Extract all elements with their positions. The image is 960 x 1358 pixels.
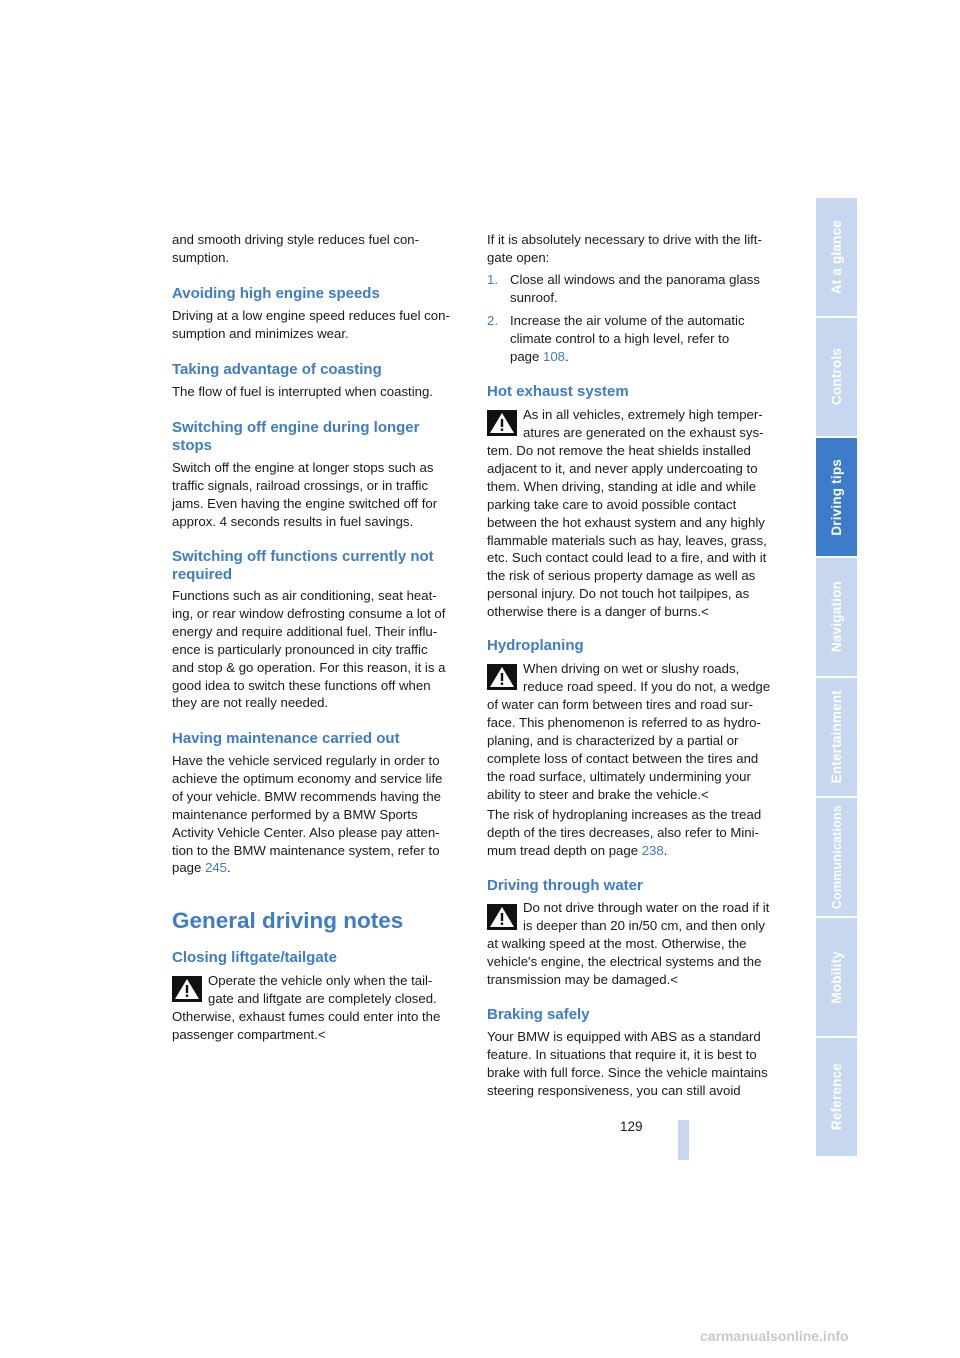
warning-triangle-icon: [172, 976, 202, 1002]
text-line: ability to steer and brake the vehicle.<: [487, 786, 709, 802]
text-line: Do not drive through water on the road if it: [523, 900, 770, 915]
intro-paragraph: [172, 231, 419, 267]
text-line: Increase the air volume of the automatic: [510, 313, 745, 328]
text-line: jams. Even having the engine switched off for: [172, 495, 438, 511]
text-line: maintenance performed by a BMW Sports: [172, 806, 418, 822]
section-heading: Hot exhaust system: [487, 383, 629, 400]
warning-triangle-icon: [487, 410, 517, 436]
section-body: [487, 442, 767, 621]
tab-at-a-glance[interactable]: [816, 198, 857, 316]
tab-label: Reference: [829, 1063, 844, 1131]
text-line: ence is particularly pronounced in city traffic: [172, 641, 428, 657]
text-line: passenger compartment.<: [172, 1026, 326, 1042]
section-body: [172, 383, 433, 401]
text-line: climate control to a high level, refer to: [510, 330, 730, 346]
text-line: otherwise there is a danger of burns.<: [487, 604, 709, 620]
section-heading: [172, 419, 420, 455]
tab-label: Navigation: [829, 581, 844, 653]
section-body: [172, 752, 442, 877]
text-span: .: [663, 842, 668, 858]
tab-label: Controls: [829, 348, 844, 406]
heading-line: stops: [172, 437, 213, 454]
text-line: gate and liftgate are completely closed.: [208, 990, 437, 1006]
text-line: The risk of hydroplaning increases as the tread: [487, 807, 762, 822]
section-heading: Driving through water: [487, 877, 643, 894]
text-line: at walking speed at the most. Otherwise, the: [487, 936, 747, 951]
text-line: between the hot exhaust system and any highly: [487, 514, 765, 530]
text-line: steering responsiveness, you can still avoid: [487, 1082, 741, 1098]
text-span: .: [565, 348, 569, 364]
page-link[interactable]: 245: [205, 860, 228, 876]
text-line: The flow of fuel is interrupted when coasting.: [172, 384, 433, 399]
text-line: traffic signals, railroad crossings, or in traffic: [172, 477, 429, 493]
text-line: vehicle's engine, the electrical systems and the: [487, 953, 762, 969]
text-line: is deeper than 20 in/50 cm, and then only: [523, 917, 765, 933]
text-line: [487, 842, 761, 860]
section-body: [487, 806, 761, 860]
text-line: and stop & go operation. For this reason, it is a: [172, 659, 446, 675]
text-line: the road surface, ultimately undermining your: [487, 768, 751, 784]
text-line: Operate the vehicle only when the tail-: [208, 973, 433, 988]
text-line: atures are generated on the exhaust sys-: [523, 424, 764, 440]
text-line: sumption and minimizes wear.: [172, 325, 349, 341]
text-line: As in all vehicles, extremely high temper-: [523, 407, 763, 422]
section-body: [487, 935, 761, 989]
main-heading: General driving notes: [172, 908, 404, 933]
tab-communications[interactable]: [816, 798, 857, 916]
heading-line: Switching off engine during longer: [172, 419, 420, 436]
tab-label: Communications: [829, 804, 844, 910]
text-line: reduce road speed. If you do not, a wedge: [523, 678, 771, 694]
text-line: Have the vehicle serviced regularly in order to: [172, 753, 440, 768]
text-line: Your BMW is equipped with ABS as a standard: [487, 1029, 761, 1044]
list-item: [510, 271, 760, 307]
text-line: of water can form between tires and road sur-: [487, 697, 754, 712]
warning-text: [208, 972, 437, 1008]
section-body: [172, 307, 450, 343]
text-span: page: [172, 860, 206, 876]
text-line: them. When driving, standing at idle and while: [487, 478, 757, 494]
list-number: 1.: [487, 272, 498, 287]
page-link[interactable]: 238: [641, 842, 664, 858]
page-link[interactable]: 108: [543, 348, 566, 364]
text-line: sunroof.: [510, 289, 558, 305]
text-line: If it is absolutely necessary to drive with the lift-: [487, 232, 762, 247]
text-line: achieve the optimum economy and service life: [172, 770, 443, 786]
section-heading: Hydroplaning: [487, 637, 584, 654]
warning-triangle-icon: [487, 904, 517, 930]
warning-text: [523, 899, 769, 935]
text-line: transmission may be damaged.<: [487, 971, 678, 987]
text-line: sumption.: [172, 249, 230, 265]
page-number: 129: [620, 1119, 643, 1134]
text-line: flammable materials such as hay, leaves, grass,: [487, 532, 767, 548]
section-body: [487, 1028, 768, 1100]
tab-navigation[interactable]: [816, 558, 857, 676]
text-line: [172, 859, 442, 877]
warning-triangle-icon: [487, 664, 517, 690]
text-line: Otherwise, exhaust fumes could enter into the: [172, 1009, 441, 1024]
text-line: tion to the BMW maintenance system, refer to: [172, 842, 440, 858]
tab-mobility[interactable]: [816, 918, 857, 1036]
section-body: [172, 1008, 440, 1044]
text-line: the risk of serious property damage as well as: [487, 568, 756, 584]
text-span: .: [227, 860, 231, 876]
text-line: good idea to switch these functions off when: [172, 677, 431, 693]
text-line: and smooth driving style reduces fuel con-: [172, 232, 420, 247]
text-line: depth of the tires decreases, also refer to Mini-: [487, 824, 759, 840]
tab-driving-tips[interactable]: [816, 438, 857, 556]
heading-line: required: [172, 566, 233, 583]
text-line: Activity Vehicle Center. Also please pay atten-: [172, 824, 440, 840]
watermark: carmanualsonline.info: [700, 1328, 849, 1344]
section-heading: Closing liftgate/tailgate: [172, 949, 338, 966]
text-line: parking take care to avoid possible contact: [487, 496, 737, 512]
intro-paragraph: [487, 231, 762, 267]
section-heading: Avoiding high engine speeds: [172, 285, 380, 302]
text-line: ing, or rear window defrosting consume a lot of: [172, 605, 446, 621]
text-line: personal injury. Do not touch hot tailpipes, as: [487, 586, 750, 602]
text-line: Close all windows and the panorama glass: [510, 272, 760, 287]
list-number: 2.: [487, 313, 498, 328]
text-line: adjacent to it, and never apply undercoating to: [487, 460, 758, 476]
text-line: complete loss of contact between the tires and: [487, 750, 759, 766]
heading-line: Switching off functions currently not: [172, 548, 434, 565]
text-line: energy and require additional fuel. Their influ-: [172, 623, 438, 639]
text-line: face. This phenomenon is referred to as hydro-: [487, 714, 761, 730]
text-line: When driving on wet or slushy roads,: [523, 661, 740, 676]
tab-label: At a glance: [829, 219, 844, 295]
tab-label: Mobility: [829, 950, 844, 1004]
section-heading: [172, 548, 434, 584]
section-body: [172, 459, 437, 531]
text-line: tem. Do not remove the heat shields installed: [487, 443, 751, 458]
section-heading: Braking safely: [487, 1006, 590, 1023]
text-span: page: [510, 348, 544, 364]
text-line: brake with full force. Since the vehicle maintains: [487, 1064, 768, 1080]
tab-controls[interactable]: [816, 318, 857, 436]
page-number-bar: [678, 1120, 689, 1160]
warning-text: [523, 406, 763, 442]
text-line: Switch off the engine at longer stops such as: [172, 460, 434, 475]
section-heading: Having maintenance carried out: [172, 730, 400, 747]
text-line: etc. Such contact could lead to a fire, and with it: [487, 550, 767, 566]
tab-entertainment[interactable]: [816, 678, 857, 796]
text-line: feature. In situations that require it, it is best to: [487, 1046, 757, 1062]
section-heading: Taking advantage of coasting: [172, 361, 382, 378]
tab-label: Entertainment: [829, 690, 844, 784]
text-line: of your vehicle. BMW recommends having the: [172, 788, 441, 804]
text-line: [510, 348, 745, 366]
text-line: Driving at a low engine speed reduces fuel con-: [172, 308, 450, 323]
text-line: Functions such as air conditioning, seat heat-: [172, 588, 437, 603]
text-line: approx. 4 seconds results in fuel savings.: [172, 513, 414, 529]
text-line: they are not really needed.: [172, 695, 329, 711]
warning-text: [523, 660, 770, 696]
section-body: [172, 587, 445, 712]
text-line: planing, and is characterized by a partial or: [487, 732, 739, 748]
list-item: [510, 312, 745, 366]
text-line: gate open:: [487, 249, 550, 265]
tab-label: Driving tips: [829, 458, 844, 536]
text-span: mum tread depth on page: [487, 842, 642, 858]
section-body: [487, 696, 761, 803]
tab-reference[interactable]: [816, 1038, 857, 1156]
